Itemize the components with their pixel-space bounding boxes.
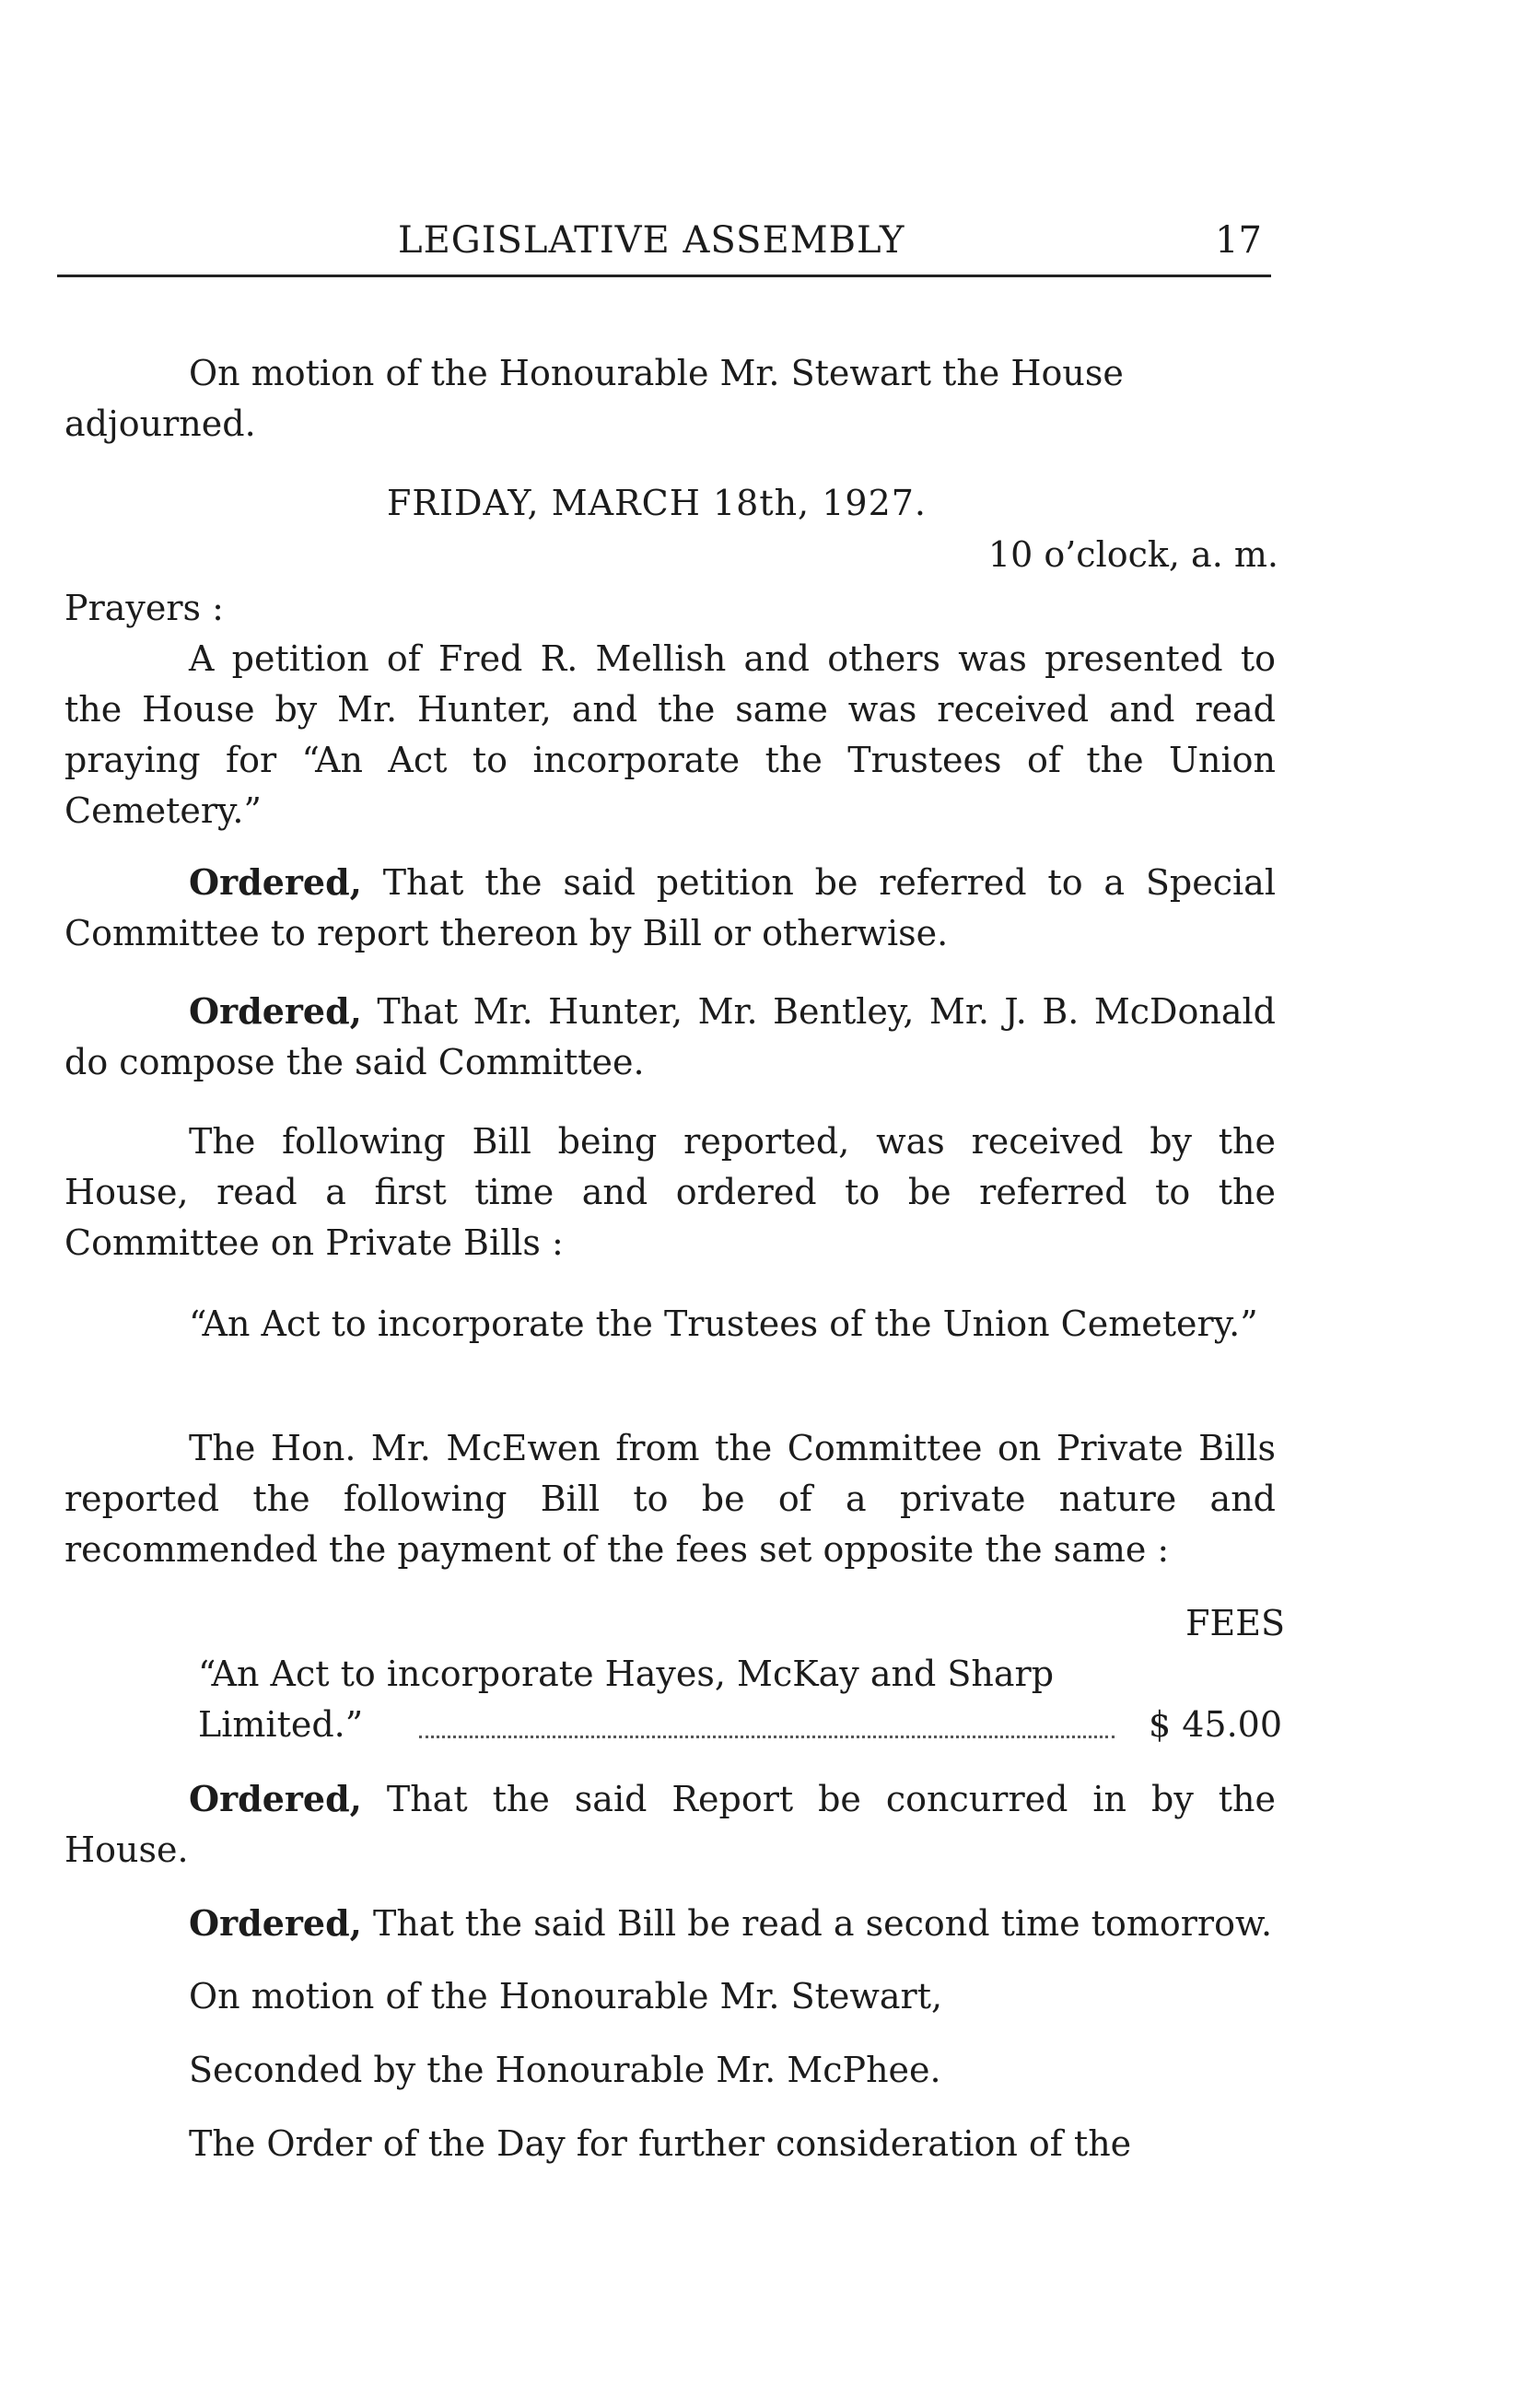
ordered-paragraph-2: [64, 986, 1276, 1088]
ordered-text-2: That Mr. Hunter, Mr. Bentley, Mr. J. B. McDonald do compose the said Committee.: [64, 991, 1276, 1082]
ordered-label: Ordered,: [189, 1778, 362, 1819]
page-header: [57, 219, 1271, 277]
ordered-label: Ordered,: [189, 861, 362, 903]
order-of-day-text: The Order of the Day for further consideration of the: [189, 2123, 1132, 2164]
dot-leader: [419, 1732, 1115, 1738]
committee-report-paragraph: [64, 1423, 1276, 1575]
ordered-text-3: That the said Report be concurred in by the House.: [64, 1779, 1276, 1870]
fee-amount: $ 45.00: [1148, 1704, 1282, 1745]
prayers: [64, 583, 1276, 634]
petition-paragraph: [64, 634, 1276, 836]
bill-title-paragraph: [64, 1299, 1276, 1350]
motion-text: On motion of the Honourable Mr. Stewart,: [189, 1976, 943, 2016]
sitting-time: 10 o’clock, a. m.: [987, 534, 1278, 575]
seconded-text: Seconded by the Honourable Mr. McPhee.: [189, 2050, 941, 2090]
order-of-day-line: [64, 2119, 1276, 2169]
ordered-label: Ordered,: [189, 990, 362, 1032]
adjournment-line-2: adjourned.: [64, 403, 256, 444]
ordered-text-4: That the said Bill be read a second time tomorrow.: [372, 1903, 1273, 1944]
prayers-text: Prayers :: [64, 588, 224, 628]
fees-heading: FEES: [1185, 1603, 1285, 1643]
ordered-paragraph-4: [64, 1898, 1276, 1949]
fee-bill-line-2: Limited.”: [198, 1704, 364, 1745]
committee-report-text: The Hon. Mr. McEwen from the Committee on Private Bills reported the following Bill to be of a private nature and recommended the payment of the fees set opposite the same :: [64, 1428, 1276, 1570]
bill-title-text: “An Act to incorporate the Trustees of the Union Cemetery.”: [189, 1303, 1258, 1344]
date-heading: FRIDAY, MARCH 18th, 1927.: [387, 483, 928, 523]
running-head: LEGISLATIVE ASSEMBLY: [398, 219, 905, 262]
ordered-paragraph-3: [64, 1773, 1276, 1876]
motion-line: [64, 1971, 1276, 2022]
page-number: 17: [1215, 219, 1262, 262]
adjournment-line-1: On motion of the Honourable Mr. Stewart the House: [189, 353, 1124, 393]
adjournment-paragraph: [64, 348, 1276, 450]
bill-report-text: The following Bill being reported, was received by the House, read a first time and ordered to be referred to the Committee on Private Bills :: [64, 1121, 1276, 1263]
ordered-text-1: That the said petition be referred to a Special Committee to report thereon by Bill or otherwise.: [64, 862, 1276, 953]
petition-text: A petition of Fred R. Mellish and others was presented to the House by Mr. Hunter, and the same was received and read praying for “An Act to incorporate the Trustees of the Union Cemetery.”: [64, 638, 1276, 831]
seconded-line: [64, 2045, 1276, 2096]
fee-bill-line-1: “An Act to incorporate Hayes, McKay and Sharp: [198, 1654, 1055, 1694]
ordered-paragraph-1: [64, 857, 1276, 959]
ordered-label: Ordered,: [189, 1902, 362, 1944]
bill-report-paragraph: [64, 1116, 1276, 1268]
